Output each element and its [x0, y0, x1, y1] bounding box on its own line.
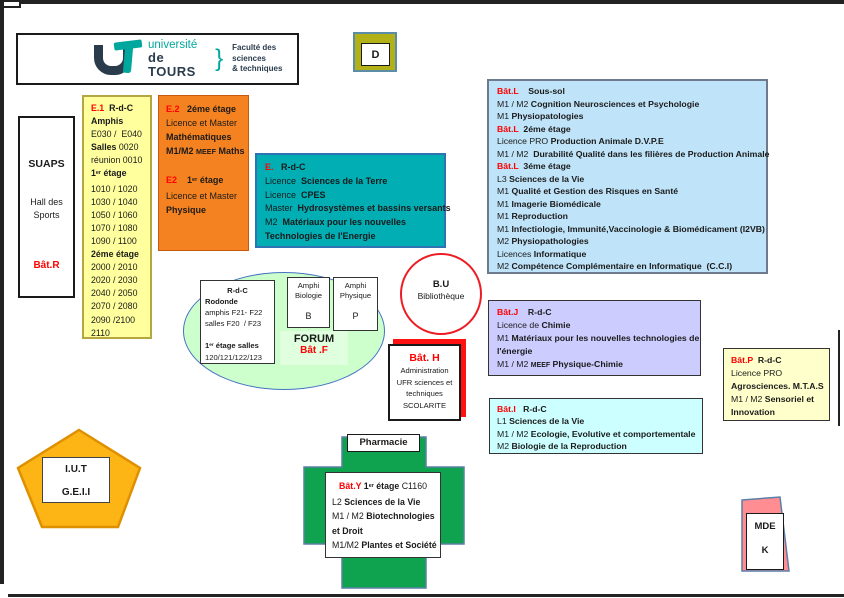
bat-y-box: [325, 472, 441, 558]
text-line: Licences Informatique: [497, 248, 587, 259]
forum-batiment-f: Bât .F: [300, 345, 328, 356]
university-logo-box: [16, 33, 299, 85]
suaps-box: [18, 116, 75, 298]
text-line: Bât.J R-d-C: [497, 307, 552, 317]
text-line: l'énergie: [497, 346, 533, 356]
text-line: Licence CPES: [265, 189, 326, 200]
text-line: E.2 2éme étage: [166, 104, 237, 114]
text-line: 2000 / 2010: [91, 262, 138, 273]
amphi-physique-line2: Physique: [339, 291, 372, 301]
amphi-biologie-letter: B: [305, 310, 312, 321]
text-line: R-d-C: [227, 286, 248, 295]
text-line: Master Hydrosystèmes et bassins versants: [265, 203, 451, 214]
text-line: Rodonde: [205, 297, 238, 306]
pharmacie-box: Pharmacie: [347, 434, 420, 452]
text-line: 1030 / 1040: [91, 196, 138, 207]
iut-line2: G.E.I.I: [61, 487, 91, 498]
text-line: Bât.Y 1er étage C1160: [339, 481, 427, 491]
text-line: Salles 0020: [91, 142, 139, 153]
text-line: Bât.L Sous-sol: [497, 86, 565, 96]
suaps-batiment-r: Bât.R: [33, 260, 60, 271]
text-line: Bât. H: [409, 352, 440, 364]
text-line: 1er étage: [91, 168, 127, 179]
bu-subtitle: Bibliothèque: [417, 291, 465, 301]
bat-j-box: [488, 300, 701, 376]
building-e1-box: [82, 95, 152, 339]
text-line: M1 Qualité et Gestion des Risques en Santé: [497, 186, 679, 196]
text-line: M1 Physiopatologies: [497, 111, 584, 121]
text-line: Agrosciences. M.T.A.S: [731, 381, 824, 391]
university-name-line1: université: [148, 39, 198, 52]
text-line: 2040 / 2050: [91, 288, 138, 299]
text-line: Administration: [400, 366, 449, 375]
text-line: 2020 / 2030: [91, 275, 138, 286]
text-line: 1050 / 1060: [91, 209, 138, 220]
text-line: Bât.L 3éme étage: [497, 161, 571, 171]
text-line: M1/M2 Plantes et Société: [332, 539, 437, 550]
text-line: Technologies de l'Energie: [265, 230, 376, 241]
text-line: 2070 / 2080: [91, 301, 138, 312]
text-line: 1010 / 1020: [91, 183, 138, 194]
text-line: Bât.I R-d-C: [497, 404, 547, 414]
text-line: M1 Reproduction: [497, 211, 568, 221]
amphi-biologie-line2: Biologie: [294, 291, 323, 301]
text-line: UFR sciences et: [396, 377, 453, 387]
iut-label-box: [42, 457, 110, 503]
text-line: M1 / M2 Ecologie, Evolutive et comportementale: [497, 428, 696, 439]
forum-label-box: [280, 331, 348, 365]
text-line: 1090 / 1100: [91, 235, 137, 246]
suaps-hall-line1: Hall des: [30, 197, 63, 207]
faculty-name: [232, 43, 297, 74]
amphi-physique-letter: P: [352, 310, 359, 321]
logo-brace-glyph: }: [215, 45, 224, 72]
suaps-title: SUAPS: [28, 158, 65, 170]
text-line: Physique: [166, 205, 207, 215]
suaps-hall-des-sports: [20, 196, 73, 222]
text-line: M2 Matériaux pour les nouvelles: [265, 217, 407, 228]
text-line: [166, 159, 248, 173]
text-line: Innovation: [731, 407, 775, 417]
text-line: E030 / E040: [91, 129, 142, 140]
text-line: SCOLARITE: [402, 400, 447, 410]
text-line: 120/121/122/123: [205, 353, 263, 362]
text-line: M2 Physiopathologies: [497, 236, 589, 246]
text-line: salles F20 / F23: [205, 319, 262, 328]
faculty-name-line1: Faculté des sciences: [232, 43, 277, 63]
text-line: Licence PRO Production Animale D.V.P.E: [497, 136, 664, 146]
text-line: Licence et Master: [166, 118, 238, 128]
university-name: [148, 39, 203, 78]
text-line: L2 Sciences de la Vie: [332, 497, 421, 508]
university-logo-icon: [94, 40, 140, 78]
bat-i-box: [489, 398, 703, 454]
text-line: 1er étage salles: [205, 341, 259, 350]
faculty-name-line2: & techniques: [232, 64, 283, 74]
mde-line2: K: [761, 545, 769, 556]
amphi-physique-line1: Amphi: [344, 281, 367, 290]
iut-line1: I.U.T: [65, 464, 87, 475]
text-line: M1 Imagerie Biomédicale: [497, 198, 601, 209]
text-line: M1/M2 MEEF Maths: [166, 146, 245, 156]
text-line: E.1 R-d-C: [91, 103, 134, 113]
mde-line1: MDE: [754, 521, 776, 532]
text-line: L1 Sciences de la Vie: [497, 416, 585, 427]
forum-rotonde-box: [200, 280, 275, 364]
text-line: Licence PRO: [731, 368, 783, 378]
text-line: 2éme étage: [91, 249, 139, 260]
text-line: E. R-d-C: [265, 162, 306, 172]
amphi-physique-box: [333, 277, 378, 331]
building-e2-box: [158, 95, 249, 251]
bu-title: B.U: [432, 279, 450, 290]
text-line: 2110: [91, 327, 110, 338]
building-e-box: [255, 153, 451, 248]
text-line: techniques: [406, 389, 443, 398]
text-line: M1 / M2 Cognition Neurosciences et Psychologie: [497, 98, 700, 109]
text-line: Licence et Master: [166, 191, 238, 201]
text-line: [205, 329, 270, 340]
text-line: Amphis: [91, 116, 124, 127]
building-d-label: D: [361, 43, 390, 66]
amphi-biologie-line1: Amphi: [297, 281, 320, 290]
text-line: M1 / M2 Biotechnologies: [332, 511, 435, 522]
bat-h-box: [388, 344, 461, 421]
logo-t-stem: [123, 47, 133, 74]
text-line: Licence de Chimie: [497, 320, 571, 330]
university-name-line2: de TOURS: [148, 50, 196, 80]
text-line: amphis F21- F22: [205, 308, 263, 317]
bibliotheque-circle: [400, 253, 482, 335]
text-line: L3 Sciences de la Vie: [497, 173, 585, 184]
text-line: M1 Infectiologie, Immunité,Vaccinologie & Biomédicament (I2VB): [497, 223, 765, 234]
text-line: et Droit: [332, 525, 363, 536]
text-line: réunion 0010: [91, 155, 143, 166]
text-line: 2090 /2100: [91, 314, 136, 325]
bat-l-box: [487, 79, 768, 274]
mde-label-box: [746, 513, 784, 570]
text-line: M1 / M2 Durabilité Qualité dans les filières de Production Animale: [497, 148, 770, 159]
text-line: Licence Sciences de la Terre: [265, 175, 388, 186]
suaps-hall-line2: Sports: [33, 210, 60, 221]
text-line: Bât.L 2éme étage: [497, 123, 571, 134]
bat-p-box: [723, 348, 830, 421]
text-line: M1 / M2 MEEF Physique-Chimie: [497, 359, 624, 369]
text-line: M2 Biologie de la Reproduction: [497, 440, 627, 451]
text-line: 1070 / 1080: [91, 222, 138, 233]
text-line: Bât.P R-d-C: [731, 355, 782, 365]
amphi-biologie-box: [287, 277, 330, 328]
forum-title: FORUM: [293, 333, 335, 345]
building-d-box: [353, 32, 397, 72]
text-line: M1 / M2 Sensoriel et: [731, 394, 815, 404]
text-line: M2 Compétence Complémentaire en Informatique (C.C.I): [497, 261, 733, 271]
text-line: E2 1er étage: [166, 175, 224, 185]
text-line: M1 Matériaux pour les nouvelles technologies de: [497, 333, 700, 343]
text-line: Mathématiques: [166, 132, 232, 142]
